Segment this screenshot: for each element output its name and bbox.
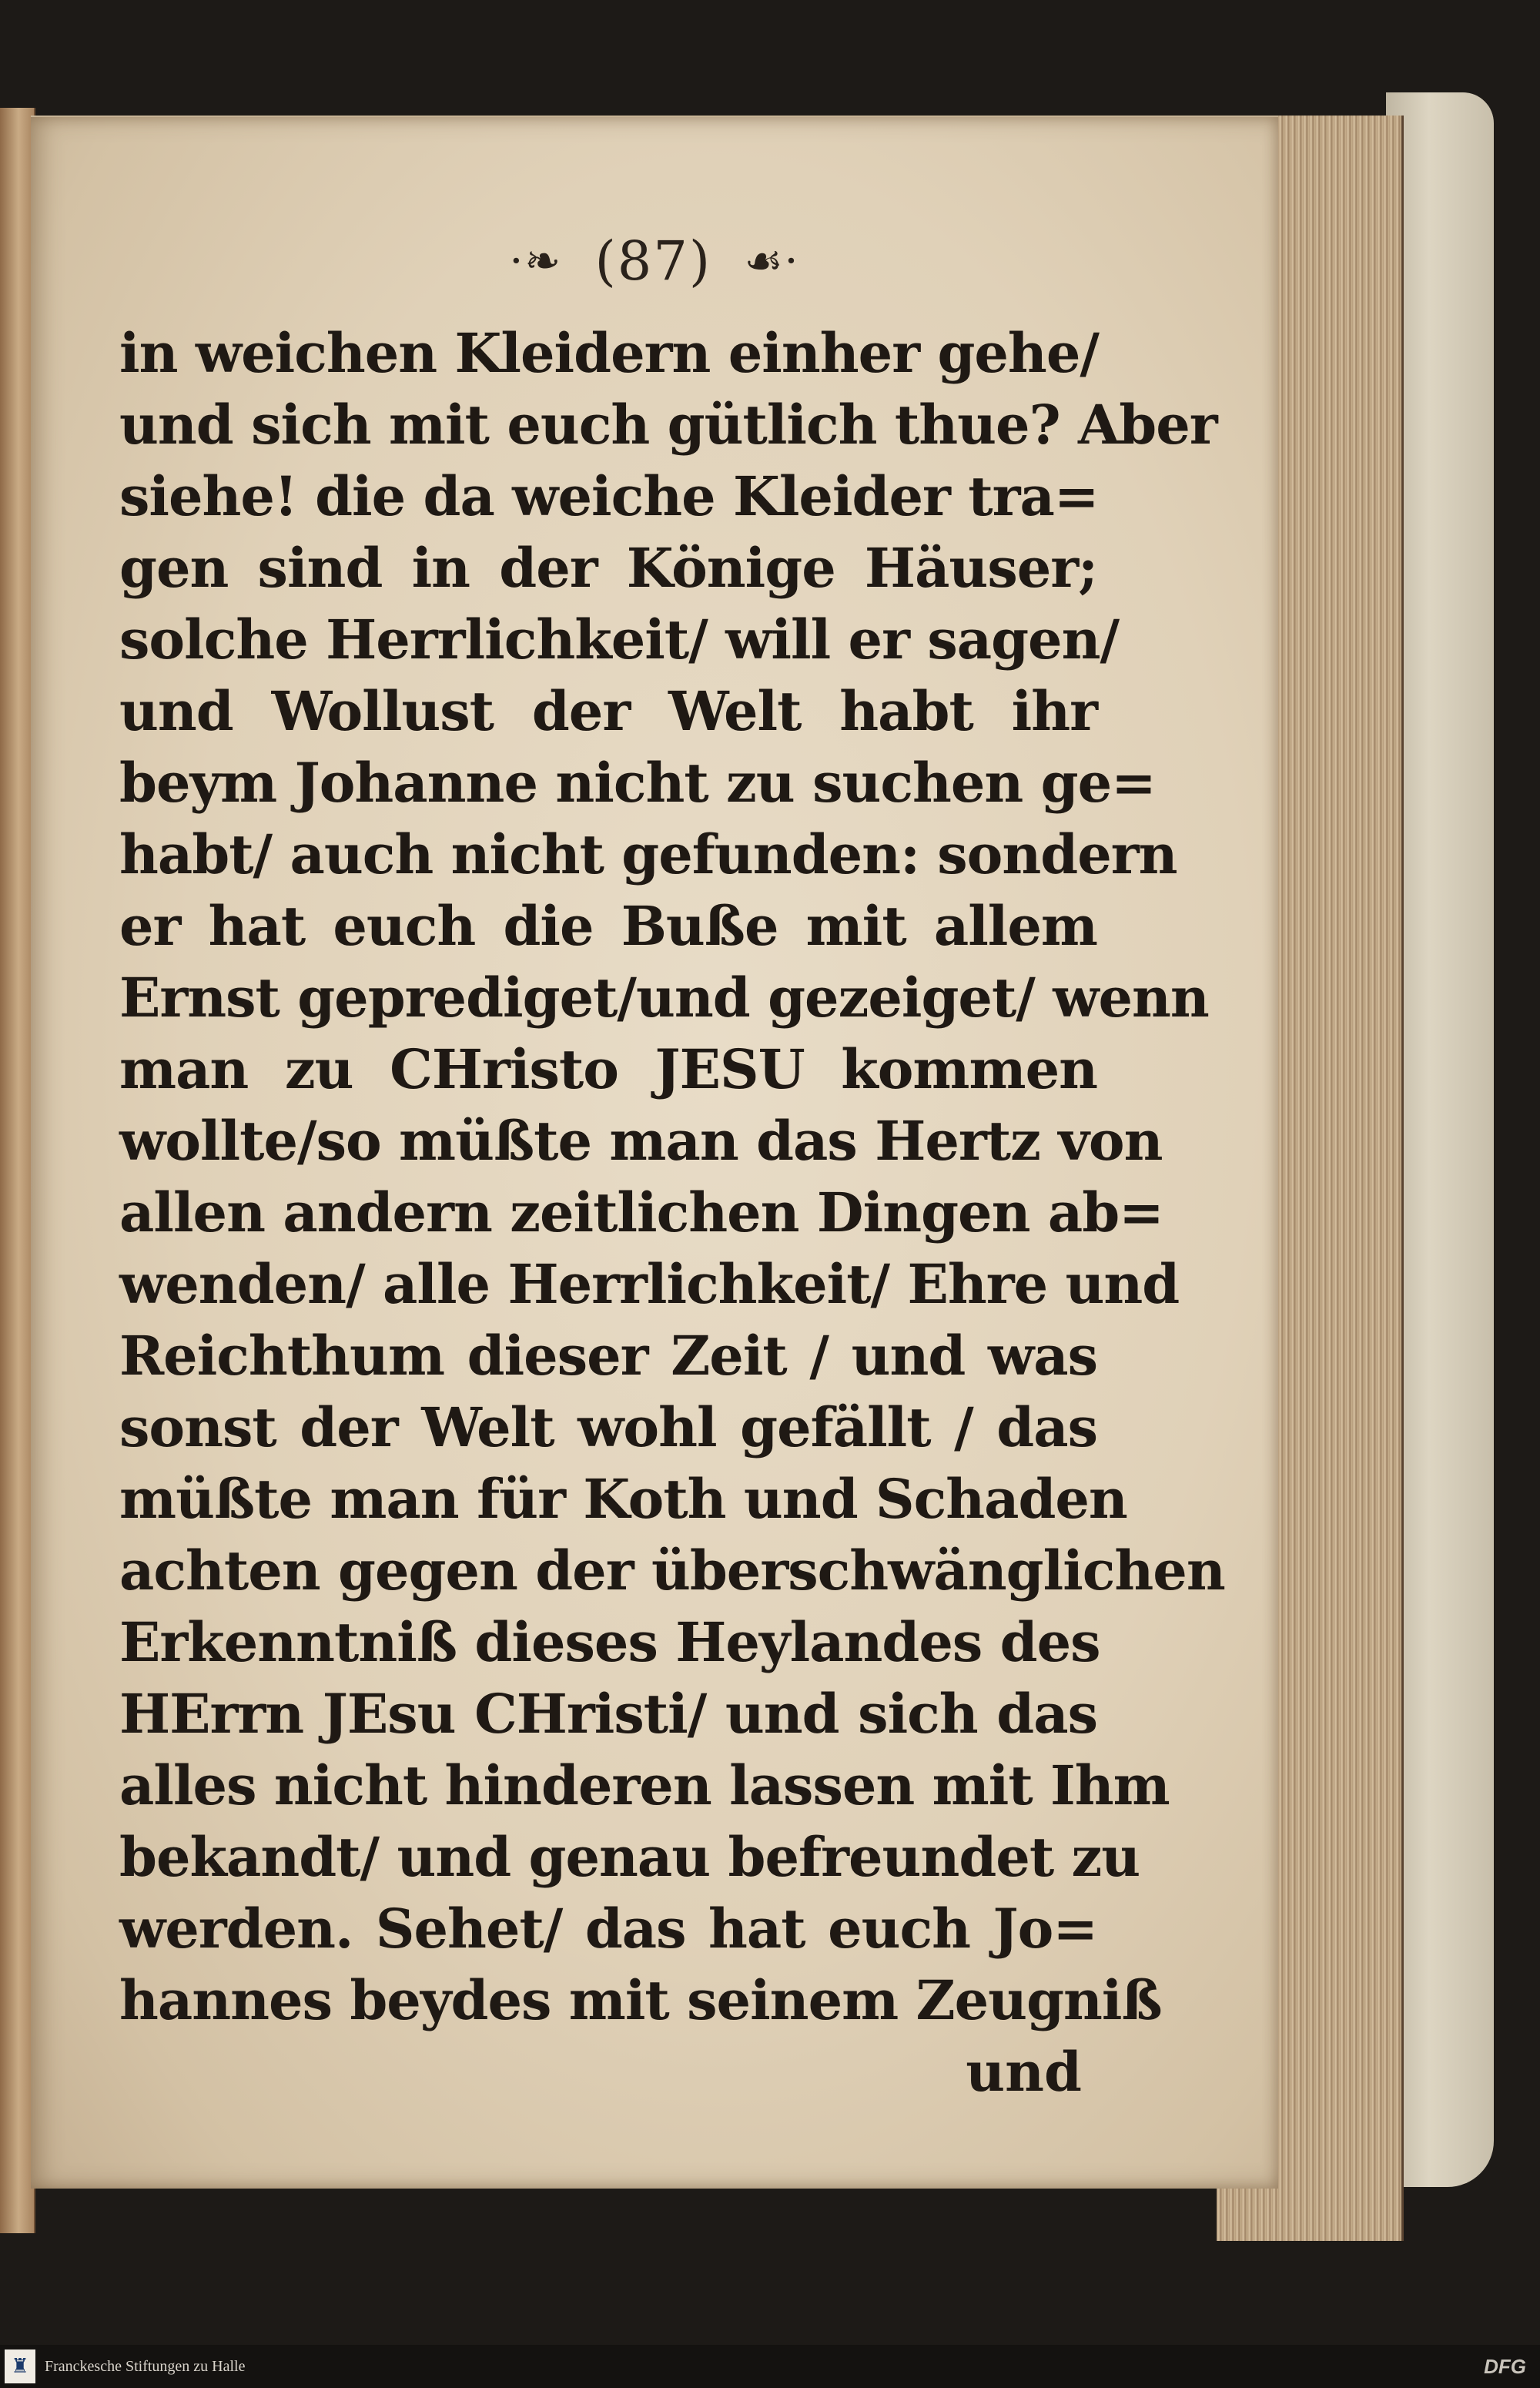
- ornament-left-icon: ·❧: [509, 236, 563, 286]
- text-line: achten gegen der überschwänglichen: [119, 1539, 1225, 1603]
- text-line: sonst der Welt wohl gefällt / das: [119, 1395, 1097, 1459]
- text-line: wenden/ alle Herrlichkeit/ Ehre und: [119, 1252, 1180, 1316]
- text-line: bekandt/ und genau befreundet zu: [119, 1825, 1140, 1889]
- text-line: Ernst geprediget/und gezeiget/ wenn: [119, 966, 1209, 1030]
- text-line: siehe! die da weiche Kleider tra=: [119, 464, 1099, 528]
- running-head: [31, 225, 1278, 293]
- text-line: gen sind in der Könige Häuser;: [119, 536, 1097, 600]
- institution-name: Franckesche Stiftungen zu Halle: [45, 2357, 246, 2375]
- page-number: (87): [594, 229, 712, 293]
- text-line: solche Herrlichkeit/ will er sagen/: [119, 608, 1120, 672]
- dfg-logo: DFG: [1484, 2354, 1526, 2378]
- text-line: allen andern zeitlichen Dingen ab=: [119, 1181, 1163, 1244]
- text-line: werden. Sehet/ das hat euch Jo=: [119, 1897, 1097, 1961]
- book-page: [31, 116, 1278, 2189]
- footer-institution: [5, 2349, 245, 2383]
- text-line: alles nicht hinderen lassen mit Ihm: [119, 1753, 1170, 1817]
- text-line: Reichthum dieser Zeit / und was: [119, 1324, 1097, 1388]
- text-line: beym Johanne nicht zu suchen ge=: [119, 751, 1156, 815]
- text-line: habt/ auch nicht gefunden: sondern: [119, 822, 1177, 886]
- text-line: Erkenntniß dieses Heylandes des: [119, 1610, 1100, 1674]
- text-line: HErrn JEsu CHristi/ und sich das: [119, 1682, 1097, 1746]
- text-line: man zu CHristo JESU kommen: [119, 1037, 1097, 1101]
- text-line: er hat euch die Buße mit allem: [119, 894, 1097, 958]
- text-line: müßte man für Koth und Schaden: [119, 1467, 1127, 1531]
- body-text: [119, 317, 1225, 2108]
- catchword: und: [966, 2040, 1082, 2104]
- text-line: hannes beydes mit seinem Zeugniß: [119, 1968, 1162, 2032]
- institution-logo-icon: ♜: [5, 2349, 35, 2383]
- text-line: in weichen Kleidern einher gehe/: [119, 321, 1099, 385]
- ornament-right-icon: ☙·: [744, 236, 800, 286]
- text-line: wollte/so müßte man das Hertz von: [119, 1109, 1163, 1173]
- footer-bar: [0, 2345, 1540, 2388]
- text-line: und sich mit euch gütlich thue? Aber: [119, 393, 1217, 457]
- text-line: und Wollust der Welt habt ihr: [119, 679, 1097, 743]
